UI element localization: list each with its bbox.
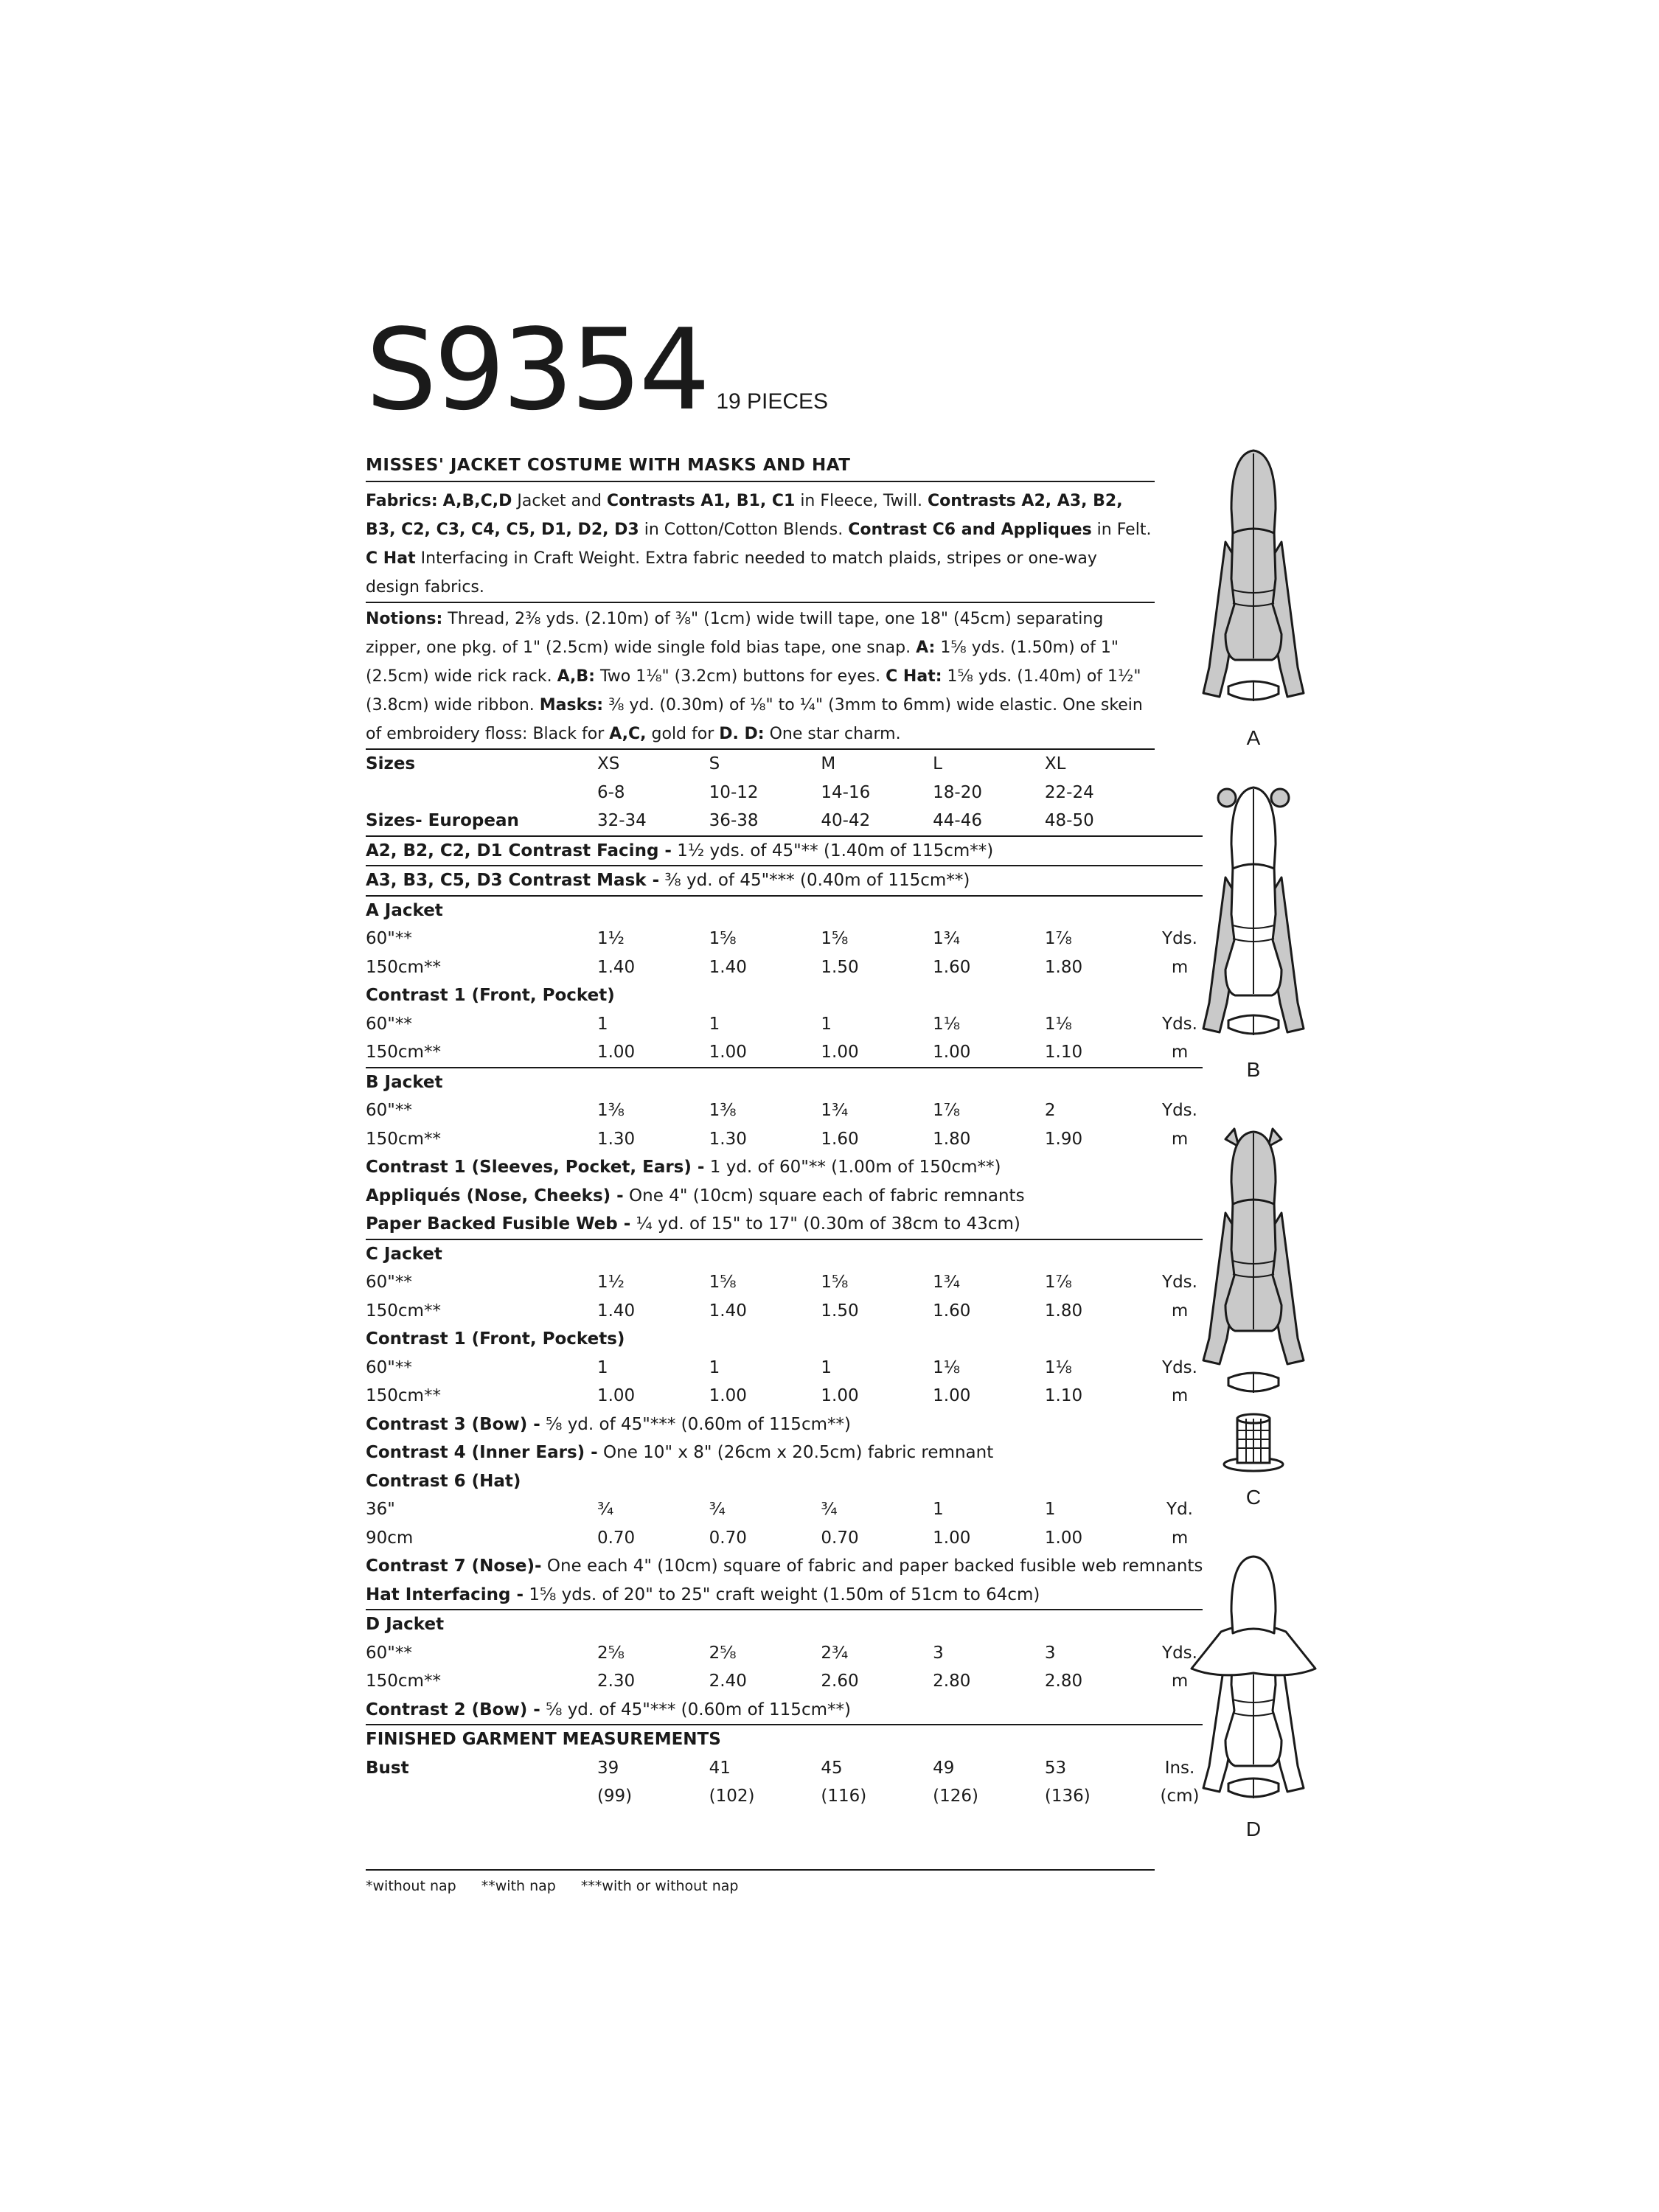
fabrics-contrast-felt: Contrast C6 and Appliques [848,521,1092,539]
d-contrast2-cell [366,1696,1203,1725]
view-a [1180,446,1327,756]
yardage-value: 1.10 [1044,1386,1083,1405]
width-label: 150cm** [366,1129,441,1149]
unit-label: m [1171,1528,1189,1548]
contrast-mask-row [366,866,1203,896]
yardage-value: 1 [709,1357,720,1377]
view-d [1180,1552,1327,1862]
view-c-label: C [1245,1486,1262,1509]
view-b [1180,782,1327,1091]
notions-text: Thread, 2⅜ yds. (2.10m) of ⅜" (1cm) wide twill tape, one 18" (45cm) separating zipper, one pkg. of 1" (2.5cm) wide single fold bias tape, one snap. [366,610,1104,657]
yardage-row [366,925,1203,953]
yardage-row [366,1524,1203,1553]
fabrics-contrasts-1: Contrasts A1, B1, C1 [606,492,796,510]
size-range: 22-24 [1044,782,1094,802]
yardage-value: 1⅜ [597,1101,625,1120]
view-c-jacket-illustration [1180,1124,1327,1368]
width-label: 150cm** [366,1386,441,1405]
bust-row [366,1754,1203,1783]
yardage-row [366,1010,1203,1039]
c-jacket-heading [366,1239,1203,1269]
yardage-value: 2.80 [933,1672,971,1691]
b-appliques-text: One 4" (10cm) square each of fabric remnants [623,1186,1025,1206]
yardage-row [366,1667,1203,1696]
width-label: 36" [366,1500,395,1519]
notions-masks: Masks: [539,696,604,714]
footnote-with-or-without-nap: ***with or without nap [580,1878,739,1894]
yardage-value: 3 [1044,1643,1056,1663]
pattern-title: MISSES' JACKET COSTUME WITH MASKS AND HAT [366,456,1155,482]
size-code: S [709,754,720,773]
unit-label: m [1171,1672,1189,1691]
contrast-mask-text: ⅜ yd. of 45"*** (0.40m of 115cm**) [659,871,970,890]
pieces-count: 19 PIECES [716,389,829,414]
unit-label: m [1171,957,1189,977]
sizes-label: Sizes [366,754,416,773]
unit-label: Yd. [1166,1500,1193,1519]
bust-cm: (136) [1044,1787,1091,1806]
yardage-value: 1⅛ [933,1357,961,1377]
notions-text: One star charm. [764,725,901,743]
yardage-value: 2 [1044,1101,1056,1120]
finished-heading [366,1725,1203,1754]
bust-inches: 45 [821,1758,843,1778]
width-label: 150cm** [366,957,441,977]
yardage-value: 1⅞ [933,1101,961,1120]
view-b-mask-illustration [1224,1010,1283,1040]
a-jacket-heading [366,896,1203,925]
yardage-value: 1 [597,1014,608,1034]
notions-text: 1⅝ yds. (1.50m) of 1" (2.5cm) wide rick rack. [366,639,1119,686]
size-range: 6-8 [597,782,625,802]
yardage-value: 1⅞ [1044,1273,1072,1292]
fabrics-section [366,482,1155,603]
yardage-value: 1⅝ [821,1273,849,1292]
yardage-value: 1.30 [709,1129,747,1149]
yardage-value: 2⅝ [597,1643,625,1663]
yardage-value: 1 [821,1014,832,1034]
yardage-value: 3 [933,1643,944,1663]
c-contrast3-cell [366,1411,1203,1439]
yardage-value: 1.40 [597,1301,636,1321]
size-european: 36-38 [709,807,821,836]
unit-label: m [1171,1386,1189,1405]
b-web-cell [366,1210,1203,1239]
c-interfacing-cell [366,1581,1203,1610]
yardage-value: 1⅞ [1044,929,1072,948]
yardage-row [366,1096,1203,1125]
yardage-value: 0.70 [597,1528,636,1548]
yardage-value: 1 [933,1500,944,1519]
c-contrast7-text: One each 4" (10cm) square of fabric and paper backed fusible web remnants [541,1557,1203,1576]
yardage-value: 1.60 [821,1129,859,1149]
view-d-jacket-illustration [1180,1552,1327,1803]
d-jacket-title: D Jacket [366,1615,445,1634]
b-contrast-label: Contrast 1 (Sleeves, Pocket, Ears) - [366,1158,705,1177]
fabrics-hat: C Hat [366,549,416,568]
view-c [1180,1124,1327,1523]
notions-view-c-hat: C Hat: [886,667,942,686]
yardage-value: 2.80 [1044,1672,1083,1691]
view-a-label: A [1246,726,1261,749]
yardage-value: 1 [709,1014,720,1034]
yardage-value: 1½ [597,1273,625,1292]
b-appliques-label: Appliqués (Nose, Cheeks) - [366,1186,624,1206]
c-contrast4-row [366,1439,1203,1467]
contrast-mask-label: A3, B3, C5, D3 Contrast Mask - [366,871,660,890]
yardage-value: 1 [597,1357,608,1377]
yardage-row [366,1125,1203,1154]
yardage-row [366,1268,1203,1297]
footnote-with-nap: **with nap [481,1878,556,1894]
yardage-value: 2.30 [597,1672,636,1691]
size-range: 18-20 [933,782,982,802]
c-contrast3-label: Contrast 3 (Bow) - [366,1414,540,1434]
yardage-row [366,1297,1203,1326]
notions-text: gold for [646,725,720,743]
a-contrast-title: Contrast 1 (Front, Pocket) [366,986,615,1005]
size-european: 40-42 [821,807,933,836]
c-contrast1-title: Contrast 1 (Front, Pockets) [366,1329,625,1349]
yardage-value: 1.60 [933,957,971,977]
yardage-value: 1 [1044,1500,1056,1519]
width-label: 60"** [366,1014,412,1034]
b-jacket-title: B Jacket [366,1072,443,1092]
yardage-value: 1⅛ [1044,1357,1072,1377]
c-interfacing-row [366,1581,1203,1610]
bust-inches: 49 [933,1758,955,1778]
fabrics-label: Fabrics: [366,492,438,510]
width-label: 60"** [366,929,412,948]
pattern-number: S9354 [366,305,708,435]
yardage-value: 1 [821,1357,832,1377]
yardage-value: ¾ [821,1500,838,1519]
yardage-row [366,1639,1203,1668]
b-appliques-row [366,1182,1203,1211]
yardage-value: 2¾ [821,1643,849,1663]
notions-view-ac: A,C, [609,725,647,743]
c-contrast3-row [366,1411,1203,1439]
bust-cm: (99) [597,1787,633,1806]
c-contrast4-label: Contrast 4 (Inner Ears) - [366,1443,598,1462]
bust-inches: 39 [597,1758,619,1778]
size-range: 14-16 [821,782,871,802]
unit-label: Yds. [1162,1014,1197,1034]
notions-view-ab: A,B: [557,667,595,686]
notions-text: 1⅝ yds. (1.40m) of 1½" (3.8cm) wide ribbon. [366,667,1141,714]
c-contrast4-cell [366,1439,1203,1467]
yardage-value: 1¾ [821,1101,849,1120]
fabrics-text: in Cotton/Cotton Blends. [639,521,849,539]
size-european: 48-50 [1045,807,1157,836]
yardage-value: 1.80 [933,1129,971,1149]
yardage-value: 1⅜ [709,1101,737,1120]
b-contrast-row [366,1153,1203,1182]
finished-title: FINISHED GARMENT MEASUREMENTS [366,1730,721,1749]
yardage-value: 1.00 [933,1528,971,1548]
yardage-value: 1.80 [1044,1301,1083,1321]
yardage-value: 1¾ [933,929,961,948]
yardage-content [366,456,1203,1811]
width-label: 90cm [366,1528,414,1548]
yardage-value: 1.30 [597,1129,636,1149]
width-label: 150cm** [366,1672,441,1691]
yardage-value: 1⅝ [709,929,737,948]
yardage-value: 2.40 [709,1672,747,1691]
sizes-row [366,750,1203,779]
unit-label: m [1171,1129,1189,1149]
unit-label: m [1171,1301,1189,1321]
notions-text: ⅜ yd. (0.30m) of ⅛" to ¼" (3mm to 6mm) wide elastic. One skein of embroidery floss: Black for [366,696,1143,743]
unit-label: Yds. [1162,1101,1197,1120]
size-code: XL [1044,754,1066,773]
c-contrast3-text: ⅝ yd. of 45"*** (0.60m of 115cm**) [540,1414,851,1434]
unit-label: Yds. [1162,929,1197,948]
bust-cm: (126) [933,1787,978,1806]
yardage-value: 1.40 [709,957,747,977]
view-b-jacket-illustration [1180,782,1327,1047]
yardage-chart [366,750,1203,1811]
b-web-row [366,1210,1203,1239]
fabrics-text: Interfacing in Craft Weight. Extra fabric needed to match plaids, stripes or one-way design fabrics. [366,549,1097,597]
b-contrast-text: 1 yd. of 60"** (1.00m of 150cm**) [704,1158,1001,1177]
a-jacket-title: A Jacket [366,900,443,920]
yardage-value: ¾ [709,1500,726,1519]
b-appliques-cell [366,1182,1203,1211]
notions-view-a: A: [916,639,936,657]
view-c-mask-illustration [1224,1368,1283,1397]
unit-label: Yds. [1162,1643,1197,1663]
yardage-value: 2⅝ [709,1643,737,1663]
c-contrast6-heading [366,1467,1203,1496]
contrast-facing-row [366,836,1203,866]
bust-inches: 41 [709,1758,731,1778]
yardage-value: 0.70 [821,1528,859,1548]
c-contrast7-label: Contrast 7 (Nose)- [366,1557,542,1576]
yardage-value: 1.90 [1044,1129,1083,1149]
bust-cm: (102) [709,1787,755,1806]
sizes-european-row [366,807,1203,836]
c-jacket-title: C Jacket [366,1244,442,1264]
footnote-without-nap: *without nap [366,1878,456,1894]
yardage-row [366,1354,1203,1382]
c-contrast4-text: One 10" x 8" (26cm x 20.5cm) fabric remnant [597,1443,994,1462]
size-european: 44-46 [933,807,1045,836]
yardage-value: 1.10 [1045,1038,1157,1068]
d-contrast2-label: Contrast 2 (Bow) - [366,1700,540,1719]
bust-cm-row [366,1782,1203,1811]
size-range: 10-12 [709,782,759,802]
yardage-value: 1⅛ [1044,1014,1072,1034]
view-b-label: B [1246,1058,1261,1081]
empty-cell [366,1782,597,1811]
notions-section [366,603,1155,750]
yardage-value: 1.50 [821,957,859,977]
c-contrast1-heading [366,1325,1203,1354]
width-label: 60"** [366,1101,412,1120]
c-contrast7-cell [366,1552,1203,1581]
yardage-value: 1¾ [933,1273,961,1292]
b-web-label: Paper Backed Fusible Web - [366,1214,631,1234]
b-contrast-cell [366,1153,1203,1182]
width-label: 60"** [366,1357,412,1377]
unit-label: Yds. [1162,1273,1197,1292]
sizes-european-label: Sizes- European [366,807,597,836]
d-jacket-heading [366,1610,1203,1639]
view-a-mask-illustration [1224,676,1283,706]
contrast-facing-text: 1½ yds. of 45"** (1.40m of 115cm**) [671,841,994,860]
width-label: 150cm** [366,1038,597,1068]
bust-inches: 53 [1044,1758,1067,1778]
yardage-value: 1⅝ [709,1273,737,1292]
yardage-row [366,1382,1203,1411]
yardage-value: 1.40 [709,1301,747,1321]
contrast-mask-cell [366,866,1203,896]
yardage-value: 1.00 [821,1386,859,1405]
footnotes [366,1869,1155,1894]
view-c-top-hat-illustration [1220,1408,1287,1475]
yardage-value: 1.00 [821,1038,933,1068]
yardage-value: 1.00 [597,1038,709,1068]
size-european: 32-34 [597,807,709,836]
yardage-row [366,953,1203,982]
view-d-label: D [1245,1818,1262,1840]
yardage-value: ¾ [597,1500,614,1519]
yardage-value: 1⅛ [933,1014,961,1034]
yardage-value: 1.00 [709,1386,747,1405]
d-contrast2-row [366,1696,1203,1725]
empty-cell [366,779,597,807]
yardage-row [366,1038,1203,1068]
yardage-value: 1.50 [821,1301,859,1321]
yardage-row [366,1495,1203,1524]
yardage-value: 0.70 [709,1528,747,1548]
fabrics-text: Jacket and [512,492,607,510]
yardage-value: 2.60 [821,1672,859,1691]
yardage-value: 1.00 [709,1038,821,1068]
yardage-value: 1.00 [597,1386,636,1405]
pattern-header [366,305,1162,435]
c-contrast7-row [366,1552,1203,1581]
bust-label: Bust [366,1758,409,1778]
yardage-value: 1.80 [1044,957,1083,977]
notions-label: Notions: [366,610,443,628]
yardage-value: 1.40 [597,957,636,977]
size-code: L [933,754,942,773]
unit-label: Yds. [1162,1357,1197,1377]
size-code: XS [597,754,620,773]
notions-view-d: D. D: [719,725,765,743]
unit-label: Ins. [1164,1758,1195,1778]
unit-label: (cm) [1160,1787,1200,1806]
b-web-text: ¼ yd. of 15" to 17" (0.30m of 38cm to 43cm) [630,1214,1020,1234]
d-contrast2-text: ⅝ yd. of 45"*** (0.60m of 115cm**) [540,1700,851,1719]
notions-text: Two 1⅛" (3.2cm) buttons for eyes. [594,667,886,686]
fabrics-views: A,B,C,D [442,492,512,510]
c-interfacing-label: Hat Interfacing - [366,1585,524,1604]
view-d-mask-illustration [1224,1773,1283,1803]
width-label: 60"** [366,1643,412,1663]
width-label: 150cm** [366,1301,441,1321]
a-contrast-heading [366,981,1203,1010]
yardage-value: 1.00 [1044,1528,1083,1548]
contrast-facing-cell [366,836,1203,866]
c-contrast6-title: Contrast 6 (Hat) [366,1471,521,1491]
fabrics-text: in Fleece, Twill. [795,492,928,510]
yardage-value: 1.00 [933,1038,1045,1068]
yardage-value: 1.60 [933,1301,971,1321]
fabrics-text: in Felt. [1091,521,1152,539]
b-jacket-heading [366,1068,1203,1097]
yardage-value: 1⅝ [821,929,849,948]
bust-cm: (116) [821,1787,867,1806]
width-label: 60"** [366,1273,412,1292]
fabrics-contrasts-2: Contrasts A2, A3, B2, B3, C2, C3, C4, C5, D1, D2, D3 [366,492,1123,539]
yardage-value: 1½ [597,929,625,948]
unit-label: m [1157,1038,1203,1068]
yardage-value: 1.00 [933,1386,971,1405]
size-ranges-row [366,779,1203,807]
c-interfacing-text: 1⅝ yds. of 20" to 25" craft weight (1.50m of 51cm to 64cm) [524,1585,1040,1604]
contrast-facing-label: A2, B2, C2, D1 Contrast Facing - [366,841,672,860]
size-code: M [821,754,836,773]
